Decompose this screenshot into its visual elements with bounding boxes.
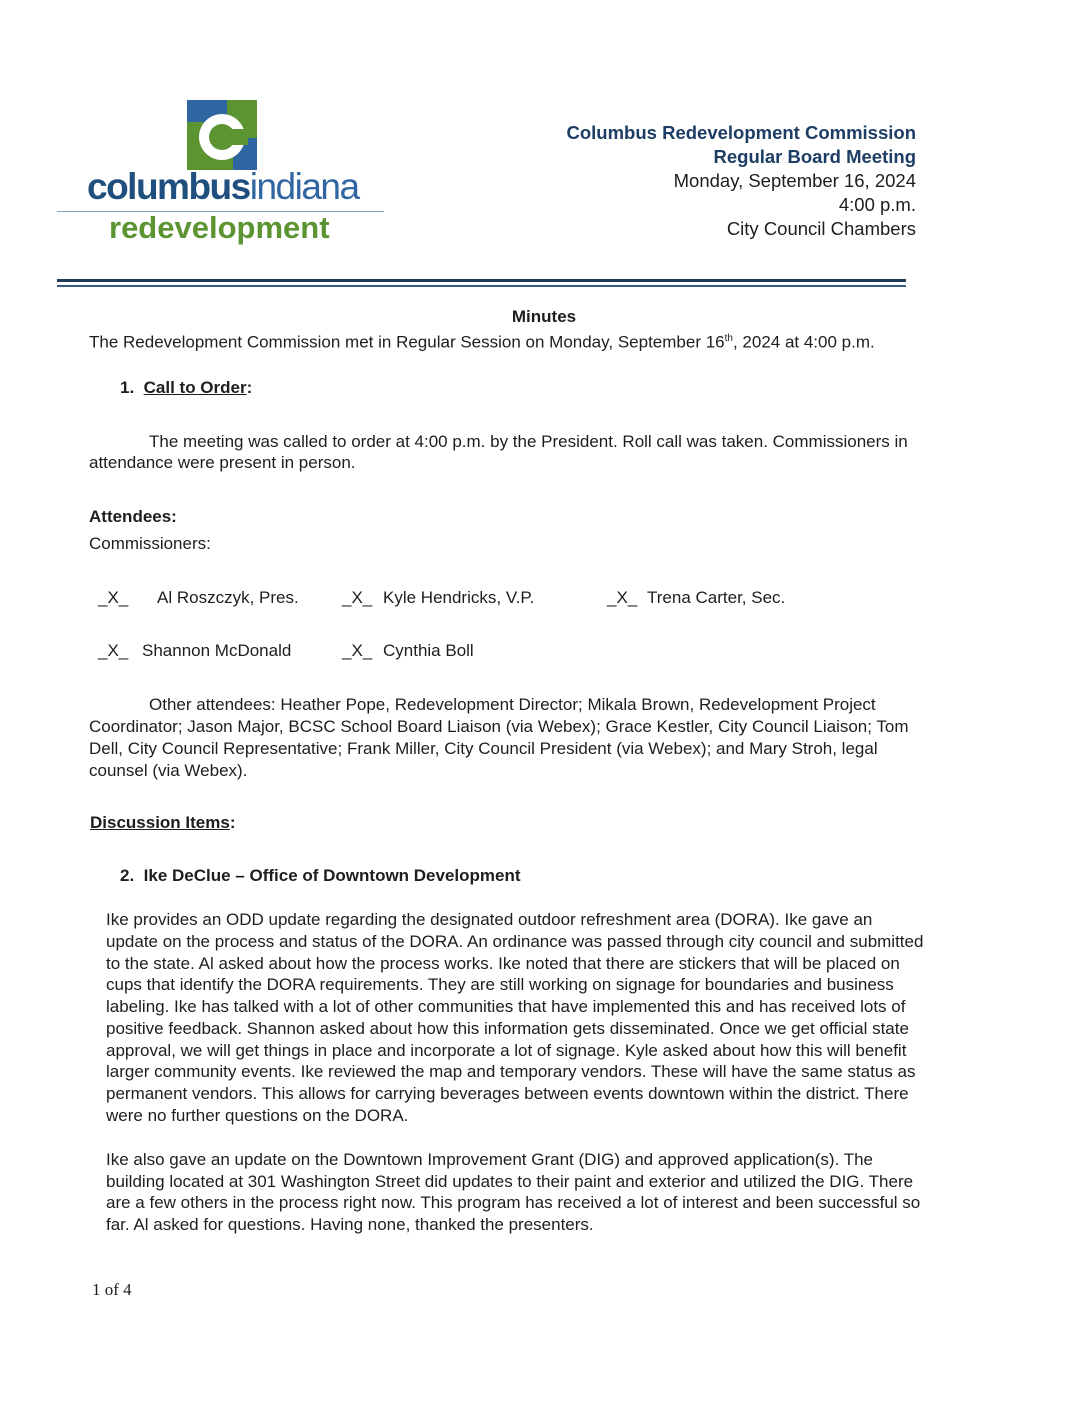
commissioner-name: Al Roszczyk, Pres. (157, 588, 299, 607)
section-title: Call to Order (143, 378, 247, 397)
meeting-date: Monday, September 16, 2024 (673, 170, 916, 191)
page-number: 1 of 4 (92, 1280, 132, 1299)
dig-paragraph-line: building located at 301 Washington Street did updates to their paint and exterior and utilized the DIG. There (106, 1172, 914, 1191)
commissioner-mark: _X_ (98, 641, 129, 660)
dora-paragraph-line: cups that identify the DORA requirements. They are still working on signage for boundaries and business (106, 975, 894, 994)
other-attendees-line: Dell, City Council Representative; Frank Miller, City Council President (via Webex); and Mary Stroh, legal (89, 739, 878, 758)
call-to-order-line-1: The meeting was called to order at 4:00 p.m. by the President. Roll call was taken. Commissioners in (149, 432, 908, 451)
attendees-heading: Attendees: (89, 507, 177, 526)
header-rule-thick (57, 279, 906, 282)
discussion-title: Discussion Items (90, 813, 230, 832)
dora-paragraph-line: labeling. Ike has talked with a lot of other communities that have implemented this and has received lots of (106, 997, 906, 1016)
meeting-type: Regular Board Meeting (713, 146, 916, 167)
commissioner-name: Cynthia Boll (383, 641, 474, 660)
logo-word-columbus: columbus (87, 166, 250, 207)
commissioner-name: Trena Carter, Sec. (647, 588, 786, 607)
meeting-location: City Council Chambers (726, 218, 916, 239)
logo-word-indiana: indiana (249, 166, 359, 207)
section-colon: : (246, 378, 253, 397)
dora-paragraph-line: to the state. Al asked about how the process works. Ike noted that there are stickers that will be placed on (106, 954, 900, 973)
dora-paragraph-line: larger community events. Ike reviewed the map and temporary vendors. These will have the same status as (106, 1062, 916, 1081)
commissioner-mark: _X_ (342, 641, 373, 660)
intro-superscript: th (724, 333, 733, 344)
other-attendees-line: Other attendees: Heather Pope, Redevelopment Director; Mikala Brown, Redevelopment Project (149, 695, 876, 714)
discussion-heading (90, 812, 236, 834)
dig-paragraph-line: Ike also gave an update on the Downtown Improvement Grant (DIG) and approved application(s). The (106, 1150, 874, 1169)
logo-word-redevelopment: redevelopment (109, 210, 330, 245)
section-title: Ike DeClue – Office of Downtown Development (143, 866, 521, 885)
dora-paragraph-line: positive feedback. Shannon asked about how this information gets disseminated. Once we get official state (106, 1019, 909, 1038)
dora-paragraph-line: Ike provides an ODD update regarding the designated outdoor refreshment area (DORA). Ike gave an (106, 910, 873, 929)
dora-paragraph-line: approval, we will get things in place and incorporate a lot of signage. Kyle asked about how this will benefit (106, 1041, 907, 1060)
intro-text: The Redevelopment Commission met in Regular Session on Monday, September 16 (89, 332, 725, 352)
call-to-order-heading (120, 377, 252, 399)
intro-text-end: , 2024 at 4:00 p.m. (732, 332, 875, 352)
dora-paragraph-line: permanent vendors. This allows for carrying beverages between events downtown within the district. There (106, 1084, 909, 1103)
discussion-colon: : (229, 813, 236, 832)
dig-paragraph-line: are a few others in the process right now. This program has received a lot of interest and been successful so (106, 1193, 921, 1212)
commissioners-label: Commissioners: (89, 534, 211, 553)
call-to-order-line-2: attendance were present in person. (89, 453, 356, 472)
minutes-title: Minutes (511, 307, 577, 326)
commissioner-mark: _X_ (98, 588, 129, 607)
commissioner-mark: _X_ (607, 588, 638, 607)
header-rule-thin (57, 285, 906, 287)
other-attendees-line: counsel (via Webex). (89, 761, 248, 780)
dora-paragraph-line: were no further questions on the DORA. (106, 1106, 409, 1125)
logo-mark (187, 100, 257, 170)
dora-paragraph-line: update on the process and status of the DORA. An ordinance was passed through city council and submitted (106, 932, 924, 951)
minutes-intro (89, 328, 875, 353)
commissioner-mark: _X_ (342, 588, 373, 607)
meeting-header (567, 121, 917, 241)
other-attendees-line: Coordinator; Jason Major, BCSC School Board Liaison (via Webex); Grace Kestler, City Council Liaison; Tom (89, 717, 909, 736)
dig-paragraph-line: far. Al asked for questions. Having none, thanked the presenters. (106, 1215, 594, 1234)
logo-wordmark (87, 166, 359, 208)
commissioner-name: Shannon McDonald (142, 641, 292, 660)
section-number: 1. (120, 378, 135, 397)
section-number: 2. (120, 866, 135, 885)
meeting-time: 4:00 p.m. (838, 194, 916, 215)
org-name: Columbus Redevelopment Commission (566, 122, 916, 143)
commissioner-name: Kyle Hendricks, V.P. (383, 588, 535, 607)
item-2-heading (120, 865, 521, 887)
